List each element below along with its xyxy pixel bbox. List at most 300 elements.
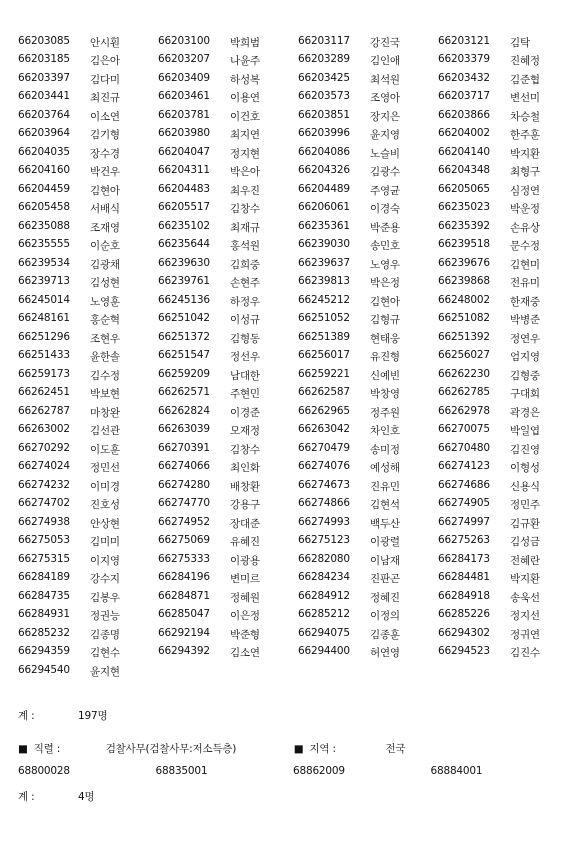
list-row bbox=[18, 625, 568, 644]
exam-number: 66251052 bbox=[298, 312, 350, 325]
applicant-name: 이건호 bbox=[230, 110, 260, 123]
applicant-name: 김인애 bbox=[370, 55, 400, 68]
exam-number: 66274997 bbox=[438, 515, 490, 528]
exam-number: 66285047 bbox=[158, 608, 210, 621]
applicant-name: 정혜원 bbox=[230, 591, 260, 604]
exam-number: 66263039 bbox=[158, 423, 210, 436]
exam-number: 66274952 bbox=[158, 515, 210, 528]
list-item bbox=[158, 201, 298, 216]
exam-number: 66204489 bbox=[298, 182, 350, 195]
exam-number: 66203085 bbox=[18, 34, 70, 47]
exam-number: 66284234 bbox=[298, 571, 350, 584]
list-item bbox=[438, 534, 568, 549]
exam-number: 66235392 bbox=[438, 219, 490, 232]
applicant-name: 이도훈 bbox=[90, 443, 120, 456]
applicant-name: 노영훈 bbox=[90, 295, 120, 308]
applicant-name: 김소연 bbox=[230, 647, 260, 660]
region-label: 지역 : bbox=[309, 743, 336, 755]
exam-number: 66203425 bbox=[298, 71, 350, 84]
exam-number: 66239713 bbox=[18, 275, 70, 288]
list-item bbox=[158, 72, 298, 87]
applicant-name: 송욱선 bbox=[510, 591, 540, 604]
exam-number: 66285226 bbox=[438, 608, 490, 621]
list-row bbox=[18, 570, 568, 589]
exam-number: 66284912 bbox=[298, 589, 350, 602]
applicant-name: 주영균 bbox=[370, 184, 400, 197]
list-item bbox=[438, 405, 568, 420]
exam-number: 66270292 bbox=[18, 441, 70, 454]
list-row bbox=[18, 163, 568, 182]
exam-number: 66251392 bbox=[438, 330, 490, 343]
exam-number: 66239534 bbox=[18, 256, 70, 269]
applicant-name: 송민호 bbox=[370, 240, 400, 253]
exam-number: 66275069 bbox=[158, 534, 210, 547]
applicant-name: 김현아 bbox=[370, 295, 400, 308]
id-cell: 68800028 bbox=[18, 765, 70, 777]
exam-number: 66262451 bbox=[18, 386, 70, 399]
list-item bbox=[158, 627, 298, 642]
exam-number: 66274024 bbox=[18, 460, 70, 473]
list-item bbox=[438, 312, 568, 327]
exam-number: 66259209 bbox=[158, 367, 210, 380]
list-item bbox=[158, 405, 298, 420]
list-item bbox=[18, 571, 158, 586]
list-item bbox=[18, 645, 158, 660]
applicant-name: 김진수 bbox=[510, 647, 540, 660]
list-item bbox=[438, 35, 568, 50]
exam-number: 66284189 bbox=[18, 571, 70, 584]
exam-number: 66203441 bbox=[18, 90, 70, 103]
exam-number: 66204140 bbox=[438, 145, 490, 158]
list-row bbox=[18, 329, 568, 348]
applicant-name: 김준협 bbox=[510, 73, 540, 86]
list-row bbox=[18, 70, 568, 89]
exam-number: 66262785 bbox=[438, 386, 490, 399]
applicant-name: 진유민 bbox=[370, 480, 400, 493]
exam-number: 66284173 bbox=[438, 552, 490, 565]
exam-number: 66203461 bbox=[158, 90, 210, 103]
applicant-name: 마창완 bbox=[90, 406, 120, 419]
list-item bbox=[438, 146, 568, 161]
list-item bbox=[158, 238, 298, 253]
applicant-name: 하성복 bbox=[230, 73, 260, 86]
list-item bbox=[438, 590, 568, 605]
list-item bbox=[438, 331, 568, 346]
total-value: 4명 bbox=[78, 791, 95, 803]
applicant-name: 차인호 bbox=[370, 425, 400, 438]
applicant-name: 박희범 bbox=[230, 36, 260, 49]
exam-number: 66235102 bbox=[158, 219, 210, 232]
list-item bbox=[18, 183, 158, 198]
applicant-name: 김종명 bbox=[90, 628, 120, 641]
list-item bbox=[18, 497, 158, 512]
list-item bbox=[18, 109, 158, 124]
list-item bbox=[298, 534, 438, 549]
list-item bbox=[18, 516, 158, 531]
id-cell: 68884001 bbox=[430, 765, 483, 777]
exam-number: 66275315 bbox=[18, 552, 70, 565]
applicant-name: 박준용 bbox=[370, 221, 400, 234]
exam-number: 66239030 bbox=[298, 238, 350, 251]
list-item bbox=[298, 405, 438, 420]
list-item bbox=[438, 571, 568, 586]
applicant-name: 이광용 bbox=[230, 554, 260, 567]
list-item bbox=[298, 516, 438, 531]
applicant-name: 정권능 bbox=[90, 610, 120, 623]
list-item bbox=[158, 90, 298, 105]
list-row bbox=[18, 403, 568, 422]
exam-number: 66294392 bbox=[158, 645, 210, 658]
list-row bbox=[18, 52, 568, 71]
list-item bbox=[18, 664, 148, 679]
applicant-name: 김탁 bbox=[510, 36, 530, 49]
exam-number: 66294359 bbox=[18, 645, 70, 658]
applicant-name: 모재정 bbox=[230, 425, 260, 438]
applicant-name: 김미미 bbox=[90, 536, 120, 549]
list-item bbox=[158, 294, 298, 309]
exam-number: 66294302 bbox=[438, 626, 490, 639]
exam-number: 66274702 bbox=[18, 497, 70, 510]
applicant-name: 김광수 bbox=[370, 166, 400, 179]
list-item bbox=[438, 442, 568, 457]
list-item bbox=[158, 479, 298, 494]
total-count-2 bbox=[18, 789, 94, 804]
exam-number: 66294540 bbox=[18, 663, 70, 676]
list-item bbox=[18, 442, 158, 457]
list-item bbox=[18, 331, 158, 346]
list-row bbox=[18, 311, 568, 330]
applicant-name: 조영아 bbox=[370, 92, 400, 105]
list-item bbox=[158, 460, 298, 475]
applicant-name: 김종훈 bbox=[370, 628, 400, 641]
applicant-name: 유혜진 bbox=[230, 536, 260, 549]
exam-number: 66270480 bbox=[438, 441, 490, 454]
list-item bbox=[18, 312, 158, 327]
list-row bbox=[18, 218, 568, 237]
applicant-name: 박일엽 bbox=[510, 425, 540, 438]
applicant-name: 김현석 bbox=[370, 499, 400, 512]
exam-number: 66203996 bbox=[298, 127, 350, 140]
exam-number: 66284918 bbox=[438, 589, 490, 602]
list-item bbox=[158, 183, 298, 198]
exam-number: 66274673 bbox=[298, 478, 350, 491]
list-item bbox=[438, 238, 568, 253]
applicant-name: 김성금 bbox=[510, 536, 540, 549]
list-item bbox=[438, 479, 568, 494]
exam-number: 66239868 bbox=[438, 275, 490, 288]
exam-number: 66259173 bbox=[18, 367, 70, 380]
total-count-1 bbox=[18, 708, 107, 723]
exam-number: 66262571 bbox=[158, 386, 210, 399]
applicant-name: 최재규 bbox=[230, 221, 260, 234]
exam-number: 66274905 bbox=[438, 497, 490, 510]
applicant-name: 정혜진 bbox=[370, 591, 400, 604]
applicant-name: 최형구 bbox=[510, 166, 540, 179]
applicant-name: 김형중 bbox=[510, 369, 540, 382]
exam-number: 66275123 bbox=[298, 534, 350, 547]
list-item bbox=[438, 183, 568, 198]
exam-number: 66203409 bbox=[158, 71, 210, 84]
applicant-name: 송미정 bbox=[370, 443, 400, 456]
applicant-name: 이광렬 bbox=[370, 536, 400, 549]
applicant-name: 배창환 bbox=[230, 480, 260, 493]
list-row bbox=[18, 255, 568, 274]
applicant-name: 박병준 bbox=[510, 314, 540, 327]
list-item bbox=[158, 35, 298, 50]
exam-number: 66245136 bbox=[158, 293, 210, 306]
applicant-name: 박지환 bbox=[510, 573, 540, 586]
list-item bbox=[18, 72, 158, 87]
applicant-name: 이미경 bbox=[90, 480, 120, 493]
exam-number: 66251547 bbox=[158, 349, 210, 362]
exam-number: 66239676 bbox=[438, 256, 490, 269]
list-item bbox=[298, 442, 438, 457]
exam-number: 66248002 bbox=[438, 293, 490, 306]
job-value: 검찰사무(검찰사무:저소득층) bbox=[105, 743, 237, 755]
list-item bbox=[298, 53, 438, 68]
list-row bbox=[18, 422, 568, 441]
applicant-name: 하정우 bbox=[230, 295, 260, 308]
applicant-name: 장지은 bbox=[370, 110, 400, 123]
applicant-name: 장수경 bbox=[90, 147, 120, 160]
exam-number: 66203379 bbox=[438, 53, 490, 66]
exam-number: 66248161 bbox=[18, 312, 70, 325]
id-cell: 68862009 bbox=[293, 765, 345, 777]
list-item bbox=[18, 201, 158, 216]
exam-number: 66203117 bbox=[298, 34, 350, 47]
exam-number: 66262824 bbox=[158, 404, 210, 417]
applicant-name: 이은정 bbox=[230, 610, 260, 623]
list-item bbox=[18, 220, 158, 235]
exam-number: 66251372 bbox=[158, 330, 210, 343]
applicant-name: 홍석원 bbox=[230, 240, 260, 253]
applicant-name: 박운정 bbox=[510, 203, 540, 216]
applicant-name: 김현아 bbox=[90, 184, 120, 197]
applicant-name: 김수정 bbox=[90, 369, 120, 382]
list-item bbox=[438, 368, 568, 383]
exam-number: 66284196 bbox=[158, 571, 210, 584]
list-item bbox=[298, 72, 438, 87]
list-item bbox=[298, 386, 438, 401]
list-item bbox=[158, 423, 298, 438]
exam-number: 66204311 bbox=[158, 164, 210, 177]
list-item bbox=[298, 479, 438, 494]
exam-number: 66204002 bbox=[438, 127, 490, 140]
applicant-name: 정민주 bbox=[510, 499, 540, 512]
exam-number: 66245014 bbox=[18, 293, 70, 306]
exam-number: 66292194 bbox=[158, 626, 210, 639]
region-value: 전국 bbox=[385, 743, 406, 755]
list-row bbox=[18, 385, 568, 404]
exam-number: 66274770 bbox=[158, 497, 210, 510]
total-value: 197명 bbox=[78, 710, 108, 722]
list-row bbox=[18, 533, 568, 552]
applicant-name: 이정의 bbox=[370, 610, 400, 623]
applicant-name: 김형동 bbox=[230, 332, 260, 345]
applicant-name: 진판곤 bbox=[370, 573, 400, 586]
applicant-name: 안상현 bbox=[90, 517, 120, 530]
applicant-name: 정주원 bbox=[370, 406, 400, 419]
applicant-name: 엄지영 bbox=[510, 351, 540, 364]
exam-number: 66245212 bbox=[298, 293, 350, 306]
exam-number: 66204348 bbox=[438, 164, 490, 177]
exam-number: 66275263 bbox=[438, 534, 490, 547]
applicant-name: 홍순혁 bbox=[90, 314, 120, 327]
applicant-name: 손현주 bbox=[230, 277, 260, 290]
applicant-name: 박은아 bbox=[230, 166, 260, 179]
list-item bbox=[158, 608, 298, 623]
list-row bbox=[18, 89, 568, 108]
exam-number: 66235361 bbox=[298, 219, 350, 232]
applicant-name: 신예빈 bbox=[370, 369, 400, 382]
applicant-name: 김형규 bbox=[370, 314, 400, 327]
list-item bbox=[18, 627, 158, 642]
exam-number: 66239637 bbox=[298, 256, 350, 269]
list-item bbox=[298, 331, 438, 346]
applicant-name: 이경숙 bbox=[370, 203, 400, 216]
list-item bbox=[438, 386, 568, 401]
exam-number: 66203185 bbox=[18, 53, 70, 66]
applicant-name: 한재중 bbox=[510, 295, 540, 308]
applicant-name: 노영우 bbox=[370, 258, 400, 271]
list-item bbox=[298, 109, 438, 124]
list-item bbox=[18, 275, 158, 290]
total-label: 계 : bbox=[18, 791, 35, 803]
list-item bbox=[298, 90, 438, 105]
applicant-name: 김희중 bbox=[230, 258, 260, 271]
list-item bbox=[18, 423, 158, 438]
list-item bbox=[158, 257, 298, 272]
exam-number: 66274123 bbox=[438, 460, 490, 473]
list-item bbox=[18, 164, 158, 179]
exam-number: 66285212 bbox=[298, 608, 350, 621]
list-item bbox=[18, 479, 158, 494]
exam-number: 66274993 bbox=[298, 515, 350, 528]
exam-number: 66284481 bbox=[438, 571, 490, 584]
applicant-name: 김현수 bbox=[90, 647, 120, 660]
applicant-name: 강진국 bbox=[370, 36, 400, 49]
applicant-name: 정지현 bbox=[230, 147, 260, 160]
list-item bbox=[158, 386, 298, 401]
list-item bbox=[298, 257, 438, 272]
exam-number: 66275333 bbox=[158, 552, 210, 565]
applicant-name: 정민선 bbox=[90, 462, 120, 475]
list-row bbox=[18, 181, 568, 200]
applicant-name: 현태웅 bbox=[370, 332, 400, 345]
applicant-name: 박창영 bbox=[370, 388, 400, 401]
list-item bbox=[158, 109, 298, 124]
list-item bbox=[298, 645, 438, 660]
list-item bbox=[158, 146, 298, 161]
exam-number: 66206061 bbox=[298, 201, 350, 214]
exam-number: 66262965 bbox=[298, 404, 350, 417]
applicant-name: 이경준 bbox=[230, 406, 260, 419]
exam-number: 66262230 bbox=[438, 367, 490, 380]
exam-number: 66203573 bbox=[298, 90, 350, 103]
list-item bbox=[158, 645, 298, 660]
list-row bbox=[18, 588, 568, 607]
list-item bbox=[18, 460, 158, 475]
list-item bbox=[438, 275, 568, 290]
applicant-name: 박건우 bbox=[90, 166, 120, 179]
list-item bbox=[438, 201, 568, 216]
applicant-name: 구대회 bbox=[510, 388, 540, 401]
applicant-name: 이용연 bbox=[230, 92, 260, 105]
exam-number: 66274686 bbox=[438, 478, 490, 491]
list-item bbox=[18, 257, 158, 272]
exam-number: 66270075 bbox=[438, 423, 490, 436]
applicant-name: 이순호 bbox=[90, 240, 120, 253]
list-row bbox=[18, 551, 568, 570]
exam-number: 66235023 bbox=[438, 201, 490, 214]
exam-number: 66204047 bbox=[158, 145, 210, 158]
applicant-name: 남대한 bbox=[230, 369, 260, 382]
exam-number: 66294075 bbox=[298, 626, 350, 639]
list-item bbox=[158, 516, 298, 531]
exam-number: 66204483 bbox=[158, 182, 210, 195]
list-item bbox=[158, 590, 298, 605]
exam-number: 66204459 bbox=[18, 182, 70, 195]
applicant-name: 정귀연 bbox=[510, 628, 540, 641]
exam-number: 66284735 bbox=[18, 589, 70, 602]
applicant-name: 최인화 bbox=[230, 462, 260, 475]
list-item bbox=[18, 127, 158, 142]
list-item bbox=[438, 109, 568, 124]
applicant-name: 한주훈 bbox=[510, 129, 540, 142]
list-item bbox=[298, 312, 438, 327]
exam-number: 66275053 bbox=[18, 534, 70, 547]
list-item bbox=[158, 368, 298, 383]
list-row bbox=[18, 644, 568, 663]
list-item bbox=[158, 534, 298, 549]
applicant-name: 변미르 bbox=[230, 573, 260, 586]
list-item bbox=[298, 460, 438, 475]
exam-number: 66203781 bbox=[158, 108, 210, 121]
exam-number: 66204035 bbox=[18, 145, 70, 158]
list-item bbox=[438, 608, 568, 623]
exam-number: 66262978 bbox=[438, 404, 490, 417]
applicant-name: 이지영 bbox=[90, 554, 120, 567]
exam-number: 66203980 bbox=[158, 127, 210, 140]
applicant-name: 진혜정 bbox=[510, 55, 540, 68]
exam-number: 66203432 bbox=[438, 71, 490, 84]
exam-number: 66284931 bbox=[18, 608, 70, 621]
square-bullet-icon: ■ bbox=[18, 742, 28, 755]
list-row bbox=[18, 607, 568, 626]
exam-number: 66294523 bbox=[438, 645, 490, 658]
applicant-name: 박은정 bbox=[370, 277, 400, 290]
applicant-name: 윤지현 bbox=[90, 665, 120, 678]
exam-number: 66282080 bbox=[298, 552, 350, 565]
list-row bbox=[18, 662, 568, 681]
list-item bbox=[298, 423, 438, 438]
exam-number: 66203397 bbox=[18, 71, 70, 84]
list-row bbox=[18, 496, 568, 515]
exam-number: 66239761 bbox=[158, 275, 210, 288]
list-row bbox=[18, 274, 568, 293]
applicant-name: 이성규 bbox=[230, 314, 260, 327]
applicant-name: 조재영 bbox=[90, 221, 120, 234]
applicant-name: 신용식 bbox=[510, 480, 540, 493]
id-cell: 68835001 bbox=[155, 765, 208, 777]
applicant-name: 김창수 bbox=[230, 443, 260, 456]
list-row bbox=[18, 144, 568, 163]
list-row bbox=[18, 292, 568, 311]
applicant-name: 김현미 bbox=[510, 258, 540, 271]
list-item bbox=[298, 164, 438, 179]
applicant-name: 정선우 bbox=[230, 351, 260, 364]
exam-number: 66204160 bbox=[18, 164, 70, 177]
